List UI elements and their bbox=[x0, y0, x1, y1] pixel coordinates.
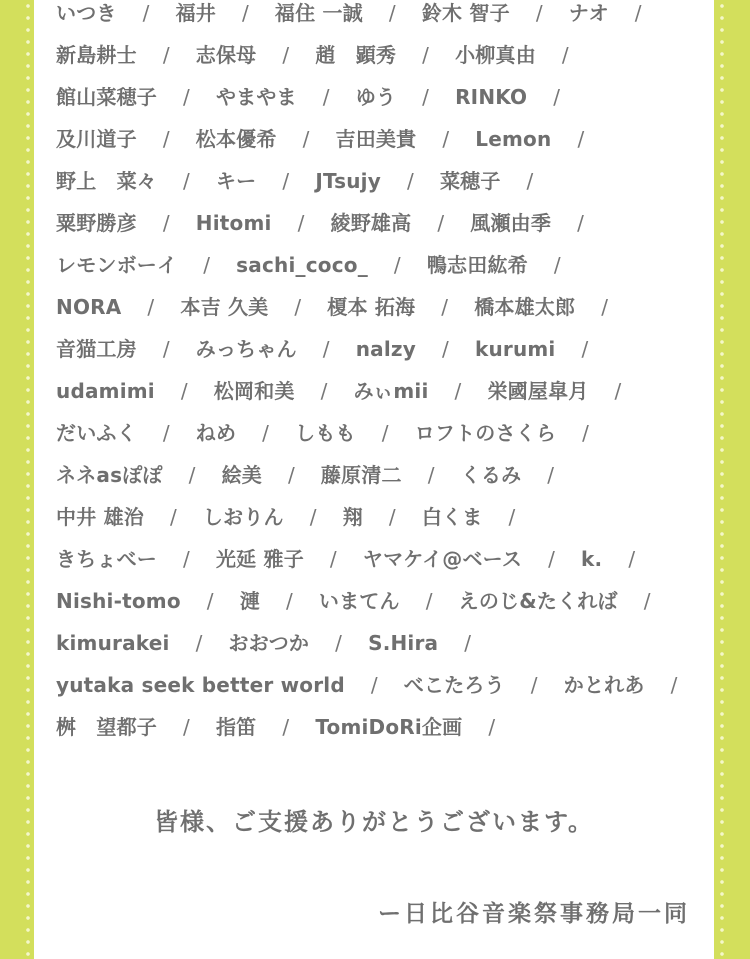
separator-slash: / bbox=[393, 253, 401, 277]
supporter-row bbox=[56, 118, 696, 160]
separator-slash: / bbox=[427, 463, 435, 487]
separator-slash: / bbox=[381, 421, 389, 445]
supporter-name: いまてん bbox=[318, 589, 400, 613]
supporter-name: おおつか bbox=[228, 631, 310, 655]
supporter-name: 小柳真由 bbox=[455, 43, 536, 67]
separator-slash: / bbox=[183, 547, 190, 571]
supporter-name: 指笛 bbox=[215, 715, 257, 739]
separator-slash: / bbox=[422, 43, 430, 67]
supporter-name: NORA bbox=[56, 295, 122, 319]
supporter-name: キー bbox=[215, 169, 257, 193]
separator-slash: / bbox=[183, 85, 190, 109]
separator-slash: / bbox=[162, 337, 170, 361]
supporter-name: 橋本雄太郎 bbox=[474, 295, 576, 319]
supporter-name: 志保母 bbox=[195, 43, 257, 67]
separator-slash: / bbox=[320, 379, 328, 403]
supporter-name: みっちゃん bbox=[195, 337, 297, 361]
separator-slash: / bbox=[561, 43, 569, 67]
separator-slash: / bbox=[206, 589, 214, 613]
supporter-name: S.Hira bbox=[368, 631, 439, 655]
supporter-name: 翔 bbox=[342, 505, 363, 529]
separator-slash: / bbox=[162, 127, 170, 151]
supporter-name: 栄國屋皐月 bbox=[487, 379, 589, 403]
separator-slash: / bbox=[322, 337, 330, 361]
supporter-row bbox=[56, 76, 696, 118]
supporter-row bbox=[56, 496, 696, 538]
supporter-name: 白くま bbox=[421, 505, 483, 529]
separator-slash: / bbox=[553, 85, 561, 109]
separator-slash: / bbox=[183, 169, 190, 193]
supporter-name-list bbox=[56, 0, 696, 748]
separator-slash: / bbox=[188, 463, 196, 487]
separator-slash: / bbox=[241, 1, 249, 25]
separator-slash: / bbox=[488, 715, 496, 739]
supporter-name: udamimi bbox=[56, 379, 155, 403]
supporter-row bbox=[56, 202, 696, 244]
separator-slash: / bbox=[329, 547, 337, 571]
supporter-row bbox=[56, 538, 696, 580]
separator-slash: / bbox=[464, 631, 472, 655]
separator-slash: / bbox=[302, 127, 310, 151]
separator-slash: / bbox=[535, 1, 543, 25]
supporter-name: 絵美 bbox=[221, 463, 262, 487]
supporter-name: いつき bbox=[56, 1, 117, 25]
separator-slash: / bbox=[508, 505, 516, 529]
separator-slash: / bbox=[262, 421, 270, 445]
supporter-name: Nishi-tomo bbox=[56, 589, 181, 613]
supporter-name: 藤原清二 bbox=[320, 463, 402, 487]
separator-slash: / bbox=[162, 43, 170, 67]
supporter-name: きちょべー bbox=[56, 547, 157, 571]
supporter-name: 福住 一誠 bbox=[274, 1, 363, 25]
separator-slash: / bbox=[297, 211, 305, 235]
supporter-name: 中井 雄治 bbox=[56, 505, 144, 529]
right-dot-border bbox=[716, 0, 728, 959]
supporter-name: みぃmii bbox=[353, 379, 429, 403]
supporter-name: yutaka seek better world bbox=[56, 673, 345, 697]
separator-slash: / bbox=[162, 211, 170, 235]
supporter-name: しおりん bbox=[202, 505, 284, 529]
separator-slash: / bbox=[335, 631, 343, 655]
supporter-name: 粟野勝彦 bbox=[56, 211, 137, 235]
supporter-name: kurumi bbox=[474, 337, 556, 361]
separator-slash: / bbox=[643, 589, 651, 613]
separator-slash: / bbox=[370, 673, 378, 697]
separator-slash: / bbox=[425, 589, 433, 613]
supporter-row bbox=[56, 34, 696, 76]
signature: ー日比谷音楽祭事務局一同 bbox=[378, 901, 690, 927]
thanks-message: 皆様、ご支援ありがとうございます。 bbox=[153, 808, 595, 836]
supporter-name: しもも bbox=[295, 421, 356, 445]
supporter-row bbox=[56, 0, 696, 34]
separator-slash: / bbox=[614, 379, 622, 403]
separator-slash: / bbox=[581, 337, 589, 361]
supporter-name: ねめ bbox=[195, 421, 237, 445]
supporter-name: レモンボーイ bbox=[56, 253, 178, 277]
separator-slash: / bbox=[577, 127, 585, 151]
separator-slash: / bbox=[309, 505, 317, 529]
supporter-name: 福井 bbox=[175, 1, 216, 25]
separator-slash: / bbox=[183, 715, 190, 739]
left-dot-border bbox=[22, 0, 34, 959]
separator-slash: / bbox=[282, 715, 290, 739]
supporter-name: 吉田美貴 bbox=[335, 127, 417, 151]
separator-slash: / bbox=[553, 253, 561, 277]
separator-slash: / bbox=[162, 421, 170, 445]
separator-slash: / bbox=[406, 169, 414, 193]
supporter-name: かとれあ bbox=[563, 673, 645, 697]
supporter-name: ゆう bbox=[355, 85, 397, 109]
separator-slash: / bbox=[142, 1, 150, 25]
separator-slash: / bbox=[454, 379, 462, 403]
separator-slash: / bbox=[442, 127, 450, 151]
supporter-name: k. bbox=[581, 547, 603, 571]
supporter-name: kimurakei bbox=[56, 631, 170, 655]
separator-slash: / bbox=[147, 295, 155, 319]
supporter-name: ヤマケイ@ベース bbox=[362, 547, 523, 571]
supporter-name: nalzy bbox=[355, 337, 416, 361]
supporter-name: 野上 菜々 bbox=[56, 169, 157, 193]
supporter-name: 風瀬由季 bbox=[470, 211, 552, 235]
supporter-name: えのじ&たくれば bbox=[458, 589, 618, 613]
supporter-name: sachi_coco_ bbox=[236, 253, 368, 277]
separator-slash: / bbox=[601, 295, 609, 319]
separator-slash: / bbox=[195, 631, 203, 655]
separator-slash: / bbox=[582, 421, 590, 445]
supporter-name: 本吉 久美 bbox=[180, 295, 269, 319]
separator-slash: / bbox=[526, 169, 534, 193]
separator-slash: / bbox=[169, 505, 177, 529]
supporter-name: 鴨志田紘希 bbox=[426, 253, 528, 277]
separator-slash: / bbox=[282, 169, 290, 193]
supporter-row bbox=[56, 286, 696, 328]
separator-slash: / bbox=[388, 1, 396, 25]
supporter-name: 榎本 拓海 bbox=[327, 295, 416, 319]
supporter-name: ロフトのさくら bbox=[414, 421, 557, 445]
supporter-row bbox=[56, 160, 696, 202]
supporter-row bbox=[56, 370, 696, 412]
supporter-row bbox=[56, 454, 696, 496]
supporter-name: RINKO bbox=[455, 85, 528, 109]
supporter-name: 光延 雅子 bbox=[215, 547, 304, 571]
separator-slash: / bbox=[577, 211, 585, 235]
supporter-name: ネネasぽぽ bbox=[56, 463, 163, 487]
supporter-name: くるみ bbox=[460, 463, 522, 487]
supporter-name: べこたろう bbox=[403, 673, 505, 697]
separator-slash: / bbox=[628, 547, 636, 571]
supporter-row bbox=[56, 244, 696, 286]
supporter-name: やまやま bbox=[215, 85, 297, 109]
supporter-name: JTsujy bbox=[315, 169, 381, 193]
supporter-name: 松岡和美 bbox=[213, 379, 295, 403]
supporter-name: 鈴木 智子 bbox=[421, 1, 510, 25]
supporter-name: Hitomi bbox=[195, 211, 272, 235]
supporter-name: 新島耕士 bbox=[56, 43, 137, 67]
supporter-name: だいふく bbox=[56, 421, 137, 445]
supporter-name: 桝 望都子 bbox=[56, 715, 157, 739]
separator-slash: / bbox=[547, 463, 555, 487]
supporter-name: 趙 顕秀 bbox=[315, 43, 397, 67]
separator-slash: / bbox=[422, 85, 430, 109]
supporter-row bbox=[56, 664, 696, 706]
supporter-name: 菜穂子 bbox=[439, 169, 501, 193]
supporter-row bbox=[56, 706, 696, 748]
supporter-row bbox=[56, 622, 696, 664]
separator-slash: / bbox=[388, 505, 396, 529]
separator-slash: / bbox=[203, 253, 211, 277]
supporter-name: 館山菜穂子 bbox=[56, 85, 157, 109]
supporter-row bbox=[56, 412, 696, 454]
supporter-name: 及川道子 bbox=[56, 127, 137, 151]
separator-slash: / bbox=[285, 589, 293, 613]
separator-slash: / bbox=[282, 43, 290, 67]
separator-slash: / bbox=[441, 295, 449, 319]
supporter-row bbox=[56, 580, 696, 622]
supporter-name: 音猫工房 bbox=[56, 337, 137, 361]
separator-slash: / bbox=[530, 673, 538, 697]
separator-slash: / bbox=[634, 1, 642, 25]
supporter-name: ナオ bbox=[568, 1, 609, 25]
supporter-name: TomiDoRi企画 bbox=[315, 715, 463, 739]
separator-slash: / bbox=[180, 379, 188, 403]
separator-slash: / bbox=[548, 547, 556, 571]
supporter-name: Lemon bbox=[475, 127, 552, 151]
separator-slash: / bbox=[437, 211, 445, 235]
supporter-row bbox=[56, 328, 696, 370]
separator-slash: / bbox=[322, 85, 330, 109]
supporter-name: 松本優希 bbox=[195, 127, 277, 151]
separator-slash: / bbox=[294, 295, 302, 319]
supporter-name: 綾野雄高 bbox=[330, 211, 412, 235]
separator-slash: / bbox=[442, 337, 449, 361]
supporter-name: 漣 bbox=[239, 589, 260, 613]
separator-slash: / bbox=[287, 463, 295, 487]
separator-slash: / bbox=[670, 673, 678, 697]
